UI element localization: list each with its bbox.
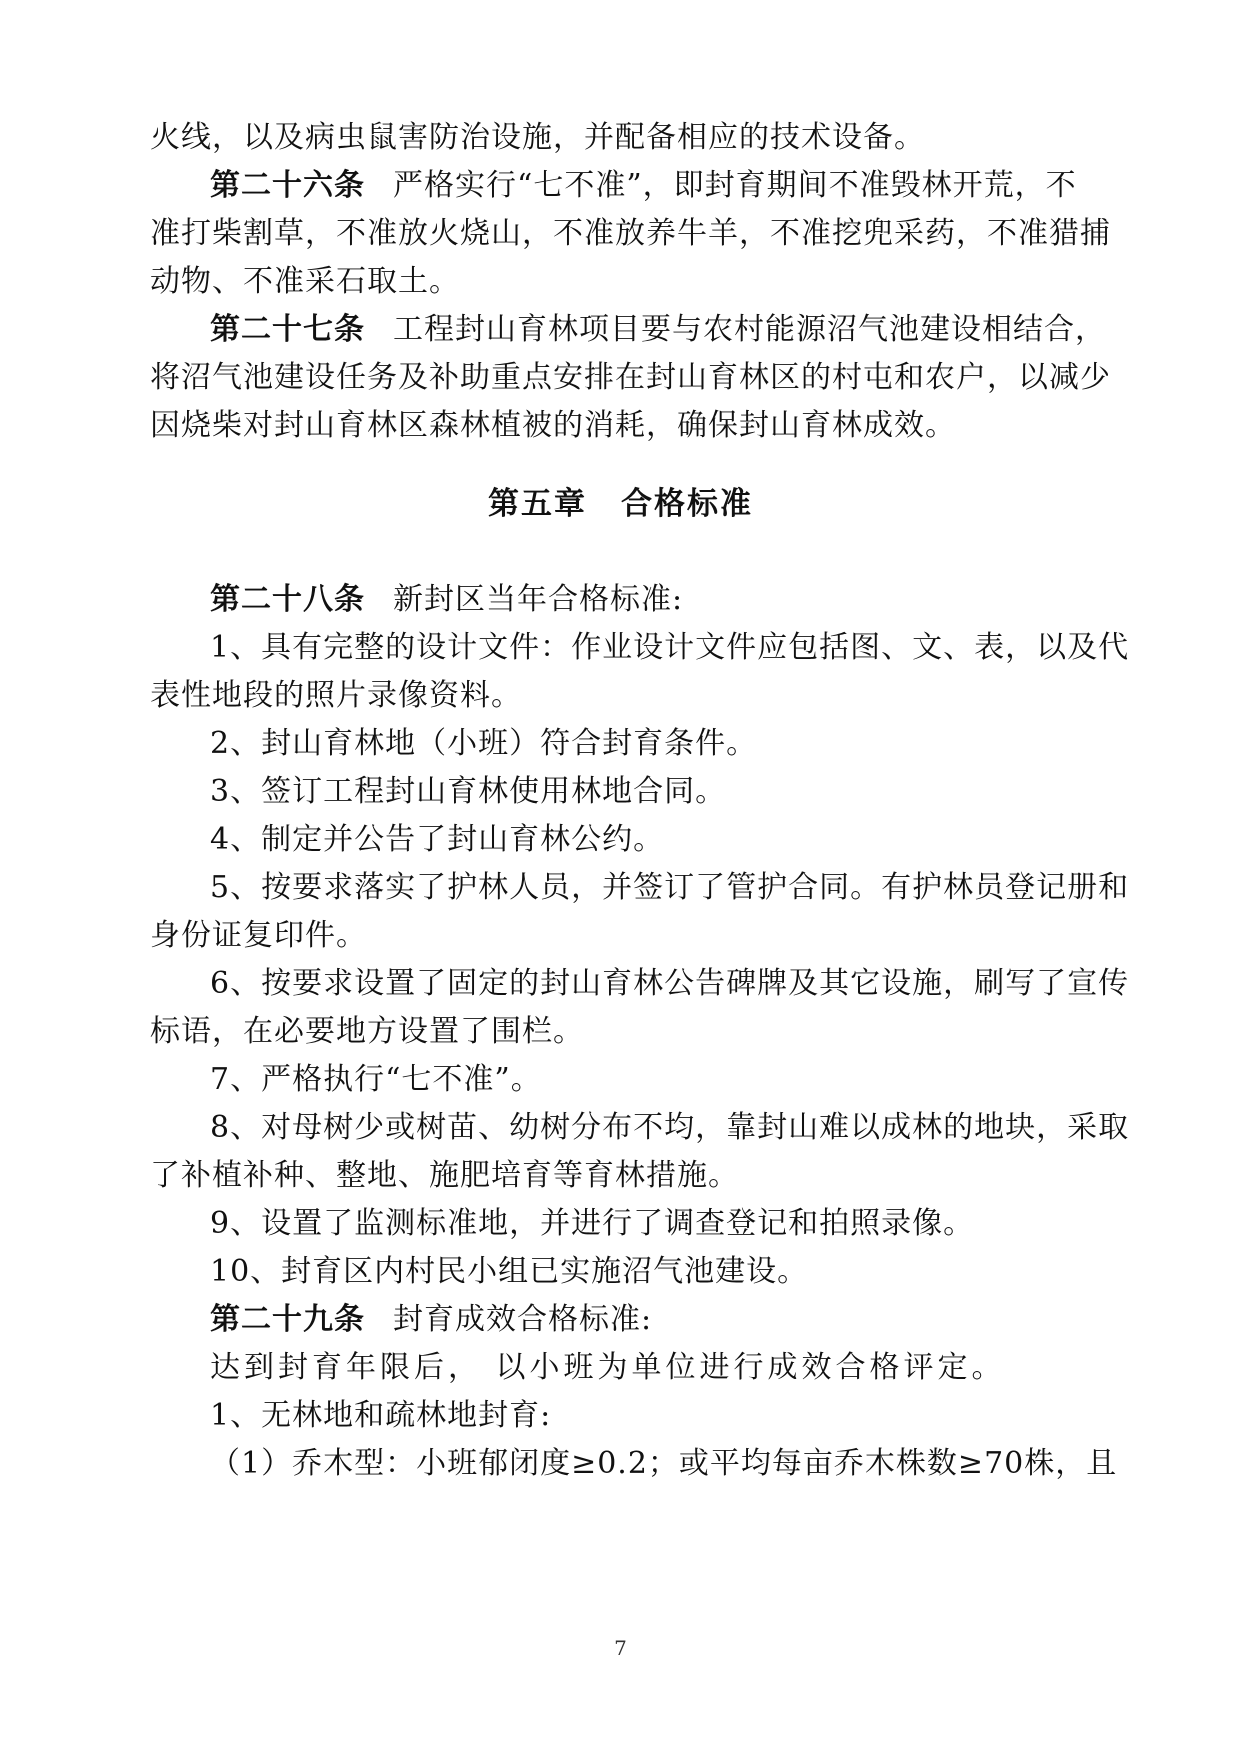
- article-26-line-2: 准打柴割草，不准放火烧山，不准放养牛羊，不准挖兜采药，不准猎捕: [150, 216, 1111, 251]
- list-item: 表性地段的照片录像资料。: [150, 678, 522, 713]
- list-item: 10、封育区内村民小组已实施沼气池建设。: [210, 1254, 809, 1289]
- list-item: 3、签订工程封山育林使用林地合同。: [210, 774, 727, 809]
- article-29-title: 第二十九条: [210, 1302, 365, 1337]
- list-item: 6、按要求设置了固定的封山育林公告碑牌及其它设施，刷写了宣传: [210, 966, 1130, 1001]
- article-28-heading: [210, 580, 683, 620]
- chapter-title: 合格标准: [621, 486, 753, 522]
- article-28-intro: 新封区当年合格标准:: [393, 582, 684, 617]
- article-29-line-1: 达到封育年限后， 以小班为单位进行成效合格评定。: [210, 1350, 1006, 1385]
- article-29-intro: 封育成效合格标准:: [393, 1302, 653, 1337]
- article-26-text: 严格实行“七不准”，即封育期间不准毁林开荒，不: [393, 168, 1077, 203]
- paragraph-line: 火线，以及病虫鼠害防治设施，并配备相应的技术设备。: [150, 120, 925, 155]
- list-item: 身份证复印件。: [150, 918, 367, 953]
- article-29-line-3: （1）乔木型：小班郁闭度≥0.2；或平均每亩乔木株数≥70株，且: [210, 1446, 1118, 1481]
- list-item: 5、按要求落实了护林人员，并签订了管护合同。有护林员登记册和: [210, 870, 1130, 905]
- article-27-line-1: [210, 310, 1106, 350]
- article-26-line-3: 动物、不准采石取土。: [150, 264, 460, 299]
- list-item: 4、制定并公告了封山育林公约。: [210, 822, 665, 857]
- article-27-text: 工程封山育林项目要与农村能源沼气池建设相结合，: [393, 312, 1106, 347]
- article-27-title: 第二十七条: [210, 312, 365, 347]
- list-item: 2、封山育林地（小班）符合封育条件。: [210, 726, 758, 761]
- list-item: 1、具有完整的设计文件：作业设计文件应包括图、文、表，以及代: [210, 630, 1130, 665]
- article-27-line-2: 将沼气池建设任务及补助重点安排在封山育林区的村屯和农户，以减少: [150, 360, 1111, 395]
- list-item: 标语，在必要地方设置了围栏。: [150, 1014, 584, 1049]
- article-29-heading: [210, 1300, 652, 1340]
- list-item: 了补植补种、整地、施肥培育等育林措施。: [150, 1158, 739, 1193]
- list-item: 8、对母树少或树苗、幼树分布不均，靠封山难以成林的地块，采取: [210, 1110, 1130, 1145]
- article-27-line-3: 因烧柴对封山育林区森林植被的消耗，确保封山育林成效。: [150, 408, 956, 443]
- article-29-line-2: 1、无林地和疏林地封育:: [210, 1398, 552, 1433]
- list-item: 9、设置了监测标准地，并进行了调查登记和拍照录像。: [210, 1206, 975, 1241]
- page-number: 7: [614, 1636, 627, 1660]
- article-28-title: 第二十八条: [210, 582, 365, 617]
- chapter-heading: [0, 484, 1241, 524]
- list-item: 7、严格执行“七不准”。: [210, 1062, 542, 1097]
- article-26-line-1: [210, 166, 1077, 206]
- chapter-number: 第五章: [488, 486, 587, 522]
- article-26-title: 第二十六条: [210, 168, 365, 203]
